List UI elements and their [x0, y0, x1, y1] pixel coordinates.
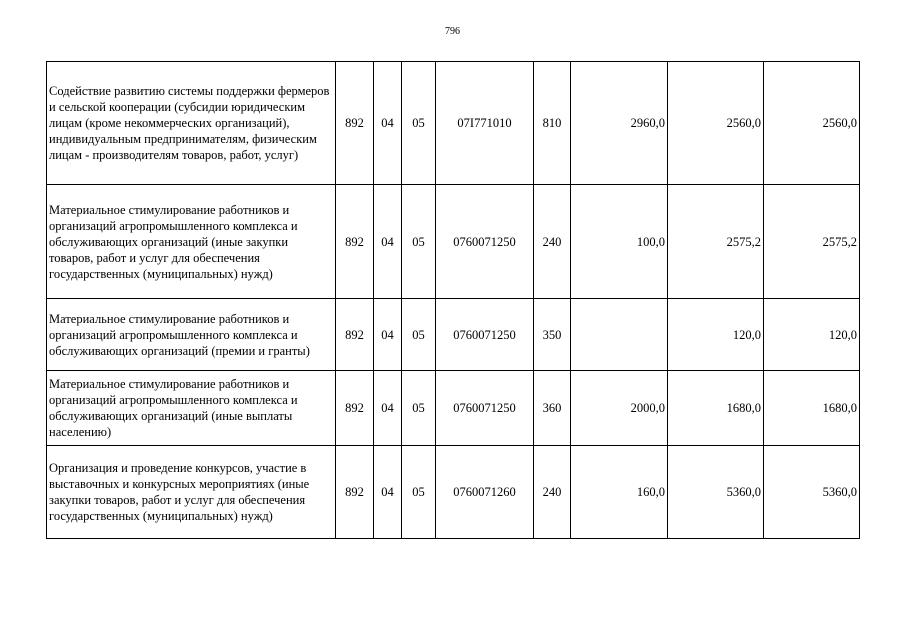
- sum-year-2: 2575,2: [668, 185, 764, 299]
- sum-year-3: 1680,0: [764, 371, 860, 446]
- section-code: 04: [374, 371, 402, 446]
- expense-type-code: 810: [534, 62, 571, 185]
- sum-year-1: 2000,0: [571, 371, 668, 446]
- subsection-code: 05: [402, 62, 436, 185]
- expense-type-code: 350: [534, 299, 571, 371]
- section-code: 04: [374, 185, 402, 299]
- sum-year-3: 2575,2: [764, 185, 860, 299]
- sum-year-3: 2560,0: [764, 62, 860, 185]
- ministry-code: 892: [336, 185, 374, 299]
- expense-type-code: 240: [534, 446, 571, 539]
- expense-type-code: 360: [534, 371, 571, 446]
- ministry-code: 892: [336, 299, 374, 371]
- sum-year-1: [571, 299, 668, 371]
- ministry-code: 892: [336, 446, 374, 539]
- target-article-code: 0760071250: [436, 185, 534, 299]
- sum-year-1: 100,0: [571, 185, 668, 299]
- sum-year-2: 120,0: [668, 299, 764, 371]
- expense-type-code: 240: [534, 185, 571, 299]
- target-article-code: 0760071250: [436, 371, 534, 446]
- sum-year-3: 120,0: [764, 299, 860, 371]
- sum-year-2: 5360,0: [668, 446, 764, 539]
- table-row: [47, 62, 860, 185]
- table-row: [47, 371, 860, 446]
- row-description: Содействие развитию системы поддержки фермеров и сельской кооперации (субсидии юридическим лицам (кроме некоммерческих организаций), индивидуальным предпринимателям, физическим лицам - производителям товаров, работ, услуг): [47, 62, 336, 185]
- sum-year-2: 1680,0: [668, 371, 764, 446]
- target-article-code: 0760071260: [436, 446, 534, 539]
- table-row: [47, 299, 860, 371]
- row-description: Материальное стимулирование работников и организаций агропромышленного комплекса и обслуживающих организаций (иные закупки товаров, работ и услуг для обеспечения государственных (муниципальных) нужд): [47, 185, 336, 299]
- subsection-code: 05: [402, 446, 436, 539]
- table-row: [47, 446, 860, 539]
- sum-year-2: 2560,0: [668, 62, 764, 185]
- section-code: 04: [374, 446, 402, 539]
- target-article-code: 0760071250: [436, 299, 534, 371]
- section-code: 04: [374, 299, 402, 371]
- target-article-code: 07I771010: [436, 62, 534, 185]
- subsection-code: 05: [402, 299, 436, 371]
- sum-year-3: 5360,0: [764, 446, 860, 539]
- section-code: 04: [374, 62, 402, 185]
- subsection-code: 05: [402, 185, 436, 299]
- page-number: 796: [445, 26, 460, 37]
- ministry-code: 892: [336, 62, 374, 185]
- ministry-code: 892: [336, 371, 374, 446]
- budget-table: [46, 61, 860, 539]
- row-description: Материальное стимулирование работников и организаций агропромышленного комплекса и обслуживающих организаций (иные выплаты населению): [47, 371, 336, 446]
- subsection-code: 05: [402, 371, 436, 446]
- table-row: [47, 185, 860, 299]
- row-description: Организация и проведение конкурсов, участие в выставочных и конкурсных мероприятиях (иные закупки товаров, работ и услуг для обеспечения государственных (муниципальных) нужд): [47, 446, 336, 539]
- sum-year-1: 160,0: [571, 446, 668, 539]
- row-description: Материальное стимулирование работников и организаций агропромышленного комплекса и обслуживающих организаций (премии и гранты): [47, 299, 336, 371]
- sum-year-1: 2960,0: [571, 62, 668, 185]
